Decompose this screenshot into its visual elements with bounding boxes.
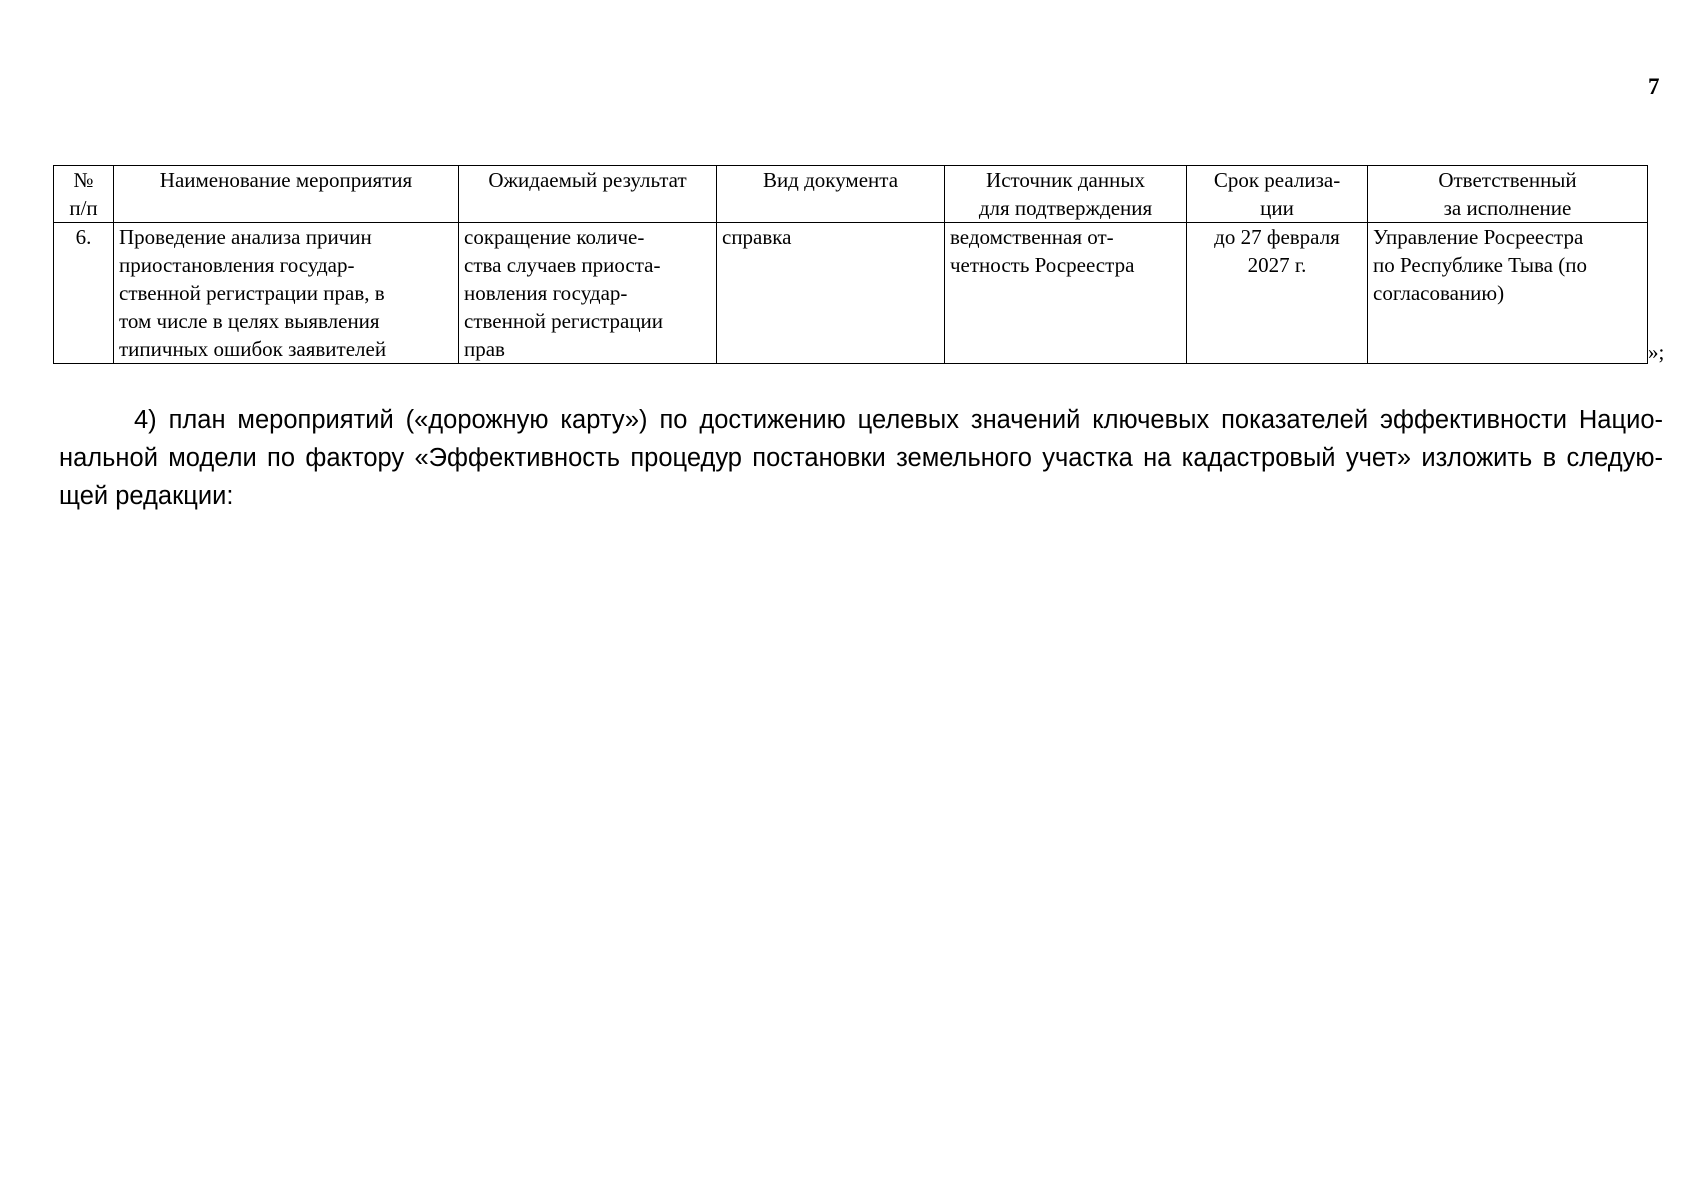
paragraph-line: нальной модели по фактору «Эффективность процедур постановки земельного участка на кадастровый учет» изложить в следую- [59,444,1663,472]
header-expected-result: Ожидаемый результат [459,166,717,223]
cell-document-type: справка [717,223,945,364]
cell-responsible: Управление Росреестра по Республике Тыва (по согласованию) [1368,223,1648,364]
header-measure-name: Наименование мероприятия [114,166,459,223]
header-data-source: Источник данных для подтверждения [945,166,1187,223]
header-document-type: Вид документа [717,166,945,223]
header-number: № п/п [54,166,114,223]
measures-table [53,165,1648,364]
closing-quote: »; [1648,340,1665,364]
header-responsible: Ответственный за исполнение [1368,166,1648,223]
cell-measure-name: Проведение анализа причин приостановления государ- ственной регистрации прав, в том числе в целях выявления типичных ошибок заявителей [114,223,459,364]
cell-number: 6. [54,223,114,364]
paragraph-line: щей редакции: [59,482,234,510]
header-deadline: Срок реализа- ции [1187,166,1368,223]
cell-deadline: до 27 февраля 2027 г. [1187,223,1368,364]
paragraph-line: 4) план мероприятий («дорожную карту») по достижению целевых значений ключевых показателей эффективности Нацио- [134,406,1663,434]
cell-data-source: ведомственная от- четность Росреестра [945,223,1187,364]
cell-expected-result: сокращение количе- ства случаев приоста- новления государ- ственной регистрации прав [459,223,717,364]
table-row [54,223,1648,364]
table-header-row [54,166,1648,223]
page-number: 7 [1648,74,1660,99]
body-paragraph [59,401,1663,515]
